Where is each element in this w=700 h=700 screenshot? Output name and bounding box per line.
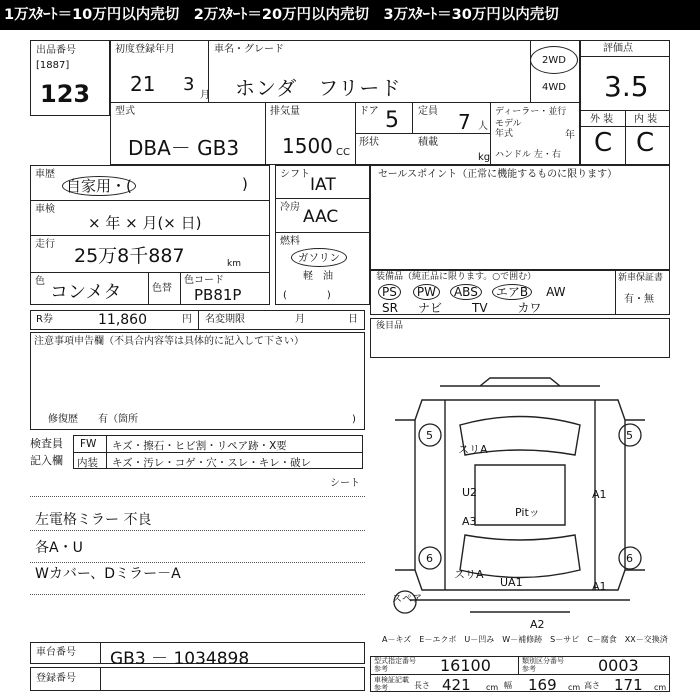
diagram-mark-4: U2	[462, 486, 478, 499]
listing-label: 出品番号	[36, 45, 76, 56]
kg-label: kg	[478, 152, 491, 163]
exterior-label: 外 装	[590, 114, 614, 125]
spare-label: スペア	[392, 594, 422, 605]
diagram-mark-13: A2	[530, 618, 545, 630]
warranty-value: 有・無	[624, 294, 654, 305]
repair-label: 修復歴 有（箇所	[48, 414, 138, 425]
drive-2wd: 2WD	[542, 55, 566, 66]
chassis-label: 車台番号	[36, 647, 76, 658]
inspector-sheet: シート	[330, 478, 360, 489]
width-unit: cm	[568, 683, 581, 692]
dealer-label: ディーラー・並行	[495, 107, 567, 117]
vehicle-type: DBA－ GB3	[128, 136, 240, 160]
repair-close: )	[352, 414, 356, 425]
reg-box	[30, 667, 365, 691]
rear-seat-label: 後目品	[376, 321, 404, 331]
height-label: 高さ	[584, 681, 600, 690]
diagram-mark-10: スリA	[454, 568, 484, 581]
color-value: コンメタ	[50, 282, 122, 303]
fuel-gas: ガソリン	[291, 248, 347, 267]
drive-4wd: 4WD	[542, 82, 566, 93]
vehicle-name: ホンダ フリード	[235, 76, 402, 100]
shift-value: IAT	[310, 175, 336, 195]
note-1: 左電格ミラー 不良	[35, 512, 152, 528]
history-close: )	[242, 175, 248, 193]
diagram-mark-3: スリA	[458, 443, 488, 456]
height-unit: cm	[654, 683, 667, 692]
interior-label: 内 装	[634, 114, 658, 125]
mileage-label: 走行	[35, 239, 55, 250]
width-value: 169	[528, 676, 557, 694]
diagram-mark-2: 5	[626, 429, 633, 442]
recycle-label: R券	[36, 314, 53, 325]
warranty-label: 新車保証書	[618, 273, 664, 283]
inspect-value: × 年 × 月(× 日)	[88, 214, 202, 232]
listing-sub: [1887]	[36, 60, 70, 71]
vehicle-name-label: 車名・グレード	[214, 44, 284, 55]
equipment-row2: SR ナビ TV カワ	[382, 301, 542, 315]
diagram-mark-6: A3	[462, 515, 477, 528]
type-label: 型式	[115, 106, 135, 117]
name-change-label: 名変期限	[205, 314, 245, 325]
exterior-grade: C	[594, 128, 613, 158]
capacity: 7	[458, 110, 471, 134]
history-label: 車歴	[35, 169, 55, 180]
listing-number: 123	[40, 80, 91, 108]
ac-label: 冷房	[280, 202, 300, 213]
inspector-row2: キズ・汚レ・コゲ・穴・スレ・キレ・破レ	[112, 457, 312, 469]
registration-month-unit: 月	[200, 90, 210, 101]
color-code-label: 色コード	[184, 275, 224, 286]
color-swap-label: 色替	[152, 283, 172, 294]
interior-grade: C	[636, 128, 655, 158]
notes-label: 注意事項申告欄（不具合内容等は具体的に記入して下さい）	[34, 336, 304, 347]
color-label: 色	[35, 276, 45, 287]
equipment-row1: PS PW ABS エアB AW	[378, 283, 565, 300]
inspector-row1: キズ・擦石・ヒビ割・リペア跡・X要	[112, 440, 287, 452]
width-label: 幅	[504, 681, 512, 690]
mileage-value: 25万8千887	[74, 245, 185, 267]
diagram-mark-8: 6	[426, 552, 433, 565]
ac-value: AAC	[303, 207, 339, 227]
diagram-mark-5: A1	[592, 488, 607, 501]
capacity-unit: 人	[478, 121, 488, 132]
length-unit: cm	[486, 683, 499, 692]
damage-legend: A－キズ E－エクボ U－凹み W－補修跡 S－サビ C－腐食 XX－交換済	[382, 635, 668, 644]
inspect-label: 車検	[35, 204, 55, 215]
rear-box	[370, 318, 670, 358]
doors: 5	[385, 108, 399, 133]
rating-score: 3.5	[604, 70, 649, 103]
note-2: 各A・U	[35, 540, 83, 556]
cc-unit: CC	[336, 147, 350, 158]
handle-label: ハンドル 左・右	[495, 150, 561, 160]
year-unit: 年	[565, 130, 575, 141]
note-3: Wカバー、Dミラー－A	[35, 566, 181, 582]
name-change-day: 日	[348, 314, 358, 325]
inspector-label-2: 記入欄	[30, 454, 63, 467]
door-label: ドア	[359, 106, 379, 117]
registration-year: 21	[130, 72, 156, 96]
diagram-mark-1: 5	[426, 429, 433, 442]
cc-label: 排気量	[270, 106, 300, 117]
category-label: 類別区分番号 参考	[522, 657, 564, 673]
length-value: 421	[442, 676, 471, 694]
size-label: 車検証記載 参考	[374, 676, 409, 692]
model-year-label: モデル 年式	[495, 119, 522, 139]
inspector-label-1: 検査員	[30, 437, 63, 450]
diagram-mark-9: 6	[626, 552, 633, 565]
history-value: 自家用・(	[62, 175, 136, 196]
chassis-value: GB3 － 1034898	[110, 649, 250, 669]
header-banner: 1万ｽﾀｰﾄ＝10万円以内売切 2万ｽﾀｰﾄ＝20万円以内売切 3万ｽﾀｰﾄ＝30万円以内売切	[0, 0, 700, 30]
registration-month: 3	[183, 74, 195, 95]
km-unit: km	[227, 259, 241, 269]
reg-label: 登録番号	[36, 673, 76, 684]
diagram-mark-7: Pitッ	[515, 506, 540, 519]
diagram-mark-12: A1	[592, 580, 607, 593]
sales-label: セールスポイント（正常に機能するものに限ります）	[378, 169, 618, 180]
rating-label: 評価点	[603, 43, 633, 54]
car-damage-diagram	[370, 360, 670, 630]
category-value: 0003	[598, 656, 639, 675]
sales-box	[370, 165, 670, 270]
cc-value: 1500	[282, 134, 333, 158]
recycle-yen: 円	[182, 314, 192, 325]
fuel-paren: ( )	[283, 290, 331, 301]
inspector-fw: FW	[80, 438, 97, 450]
fuel-label: 燃料	[280, 236, 300, 247]
registration-label: 初度登録年月	[115, 44, 175, 55]
name-change-month: 月	[295, 314, 305, 325]
length-label: 長さ	[414, 681, 430, 690]
designation-value: 16100	[440, 656, 491, 675]
diagram-mark-11: UA1	[500, 576, 523, 589]
height-value: 171	[614, 676, 643, 694]
inspector-inside: 内装	[77, 457, 98, 469]
equipment-label: 装備品（純正品に限ります。○で囲む）	[376, 272, 537, 282]
shift-label: シフト	[280, 169, 310, 180]
shape-label: 形状	[359, 137, 379, 148]
capacity-label: 定員	[418, 106, 438, 117]
load-label: 積載	[418, 137, 438, 148]
recycle-value: 11,860	[98, 312, 147, 328]
fuel-diesel: 軽 油	[303, 271, 333, 282]
color-code: PB81P	[194, 286, 242, 304]
designation-label: 型式指定番号 参考	[374, 657, 416, 673]
